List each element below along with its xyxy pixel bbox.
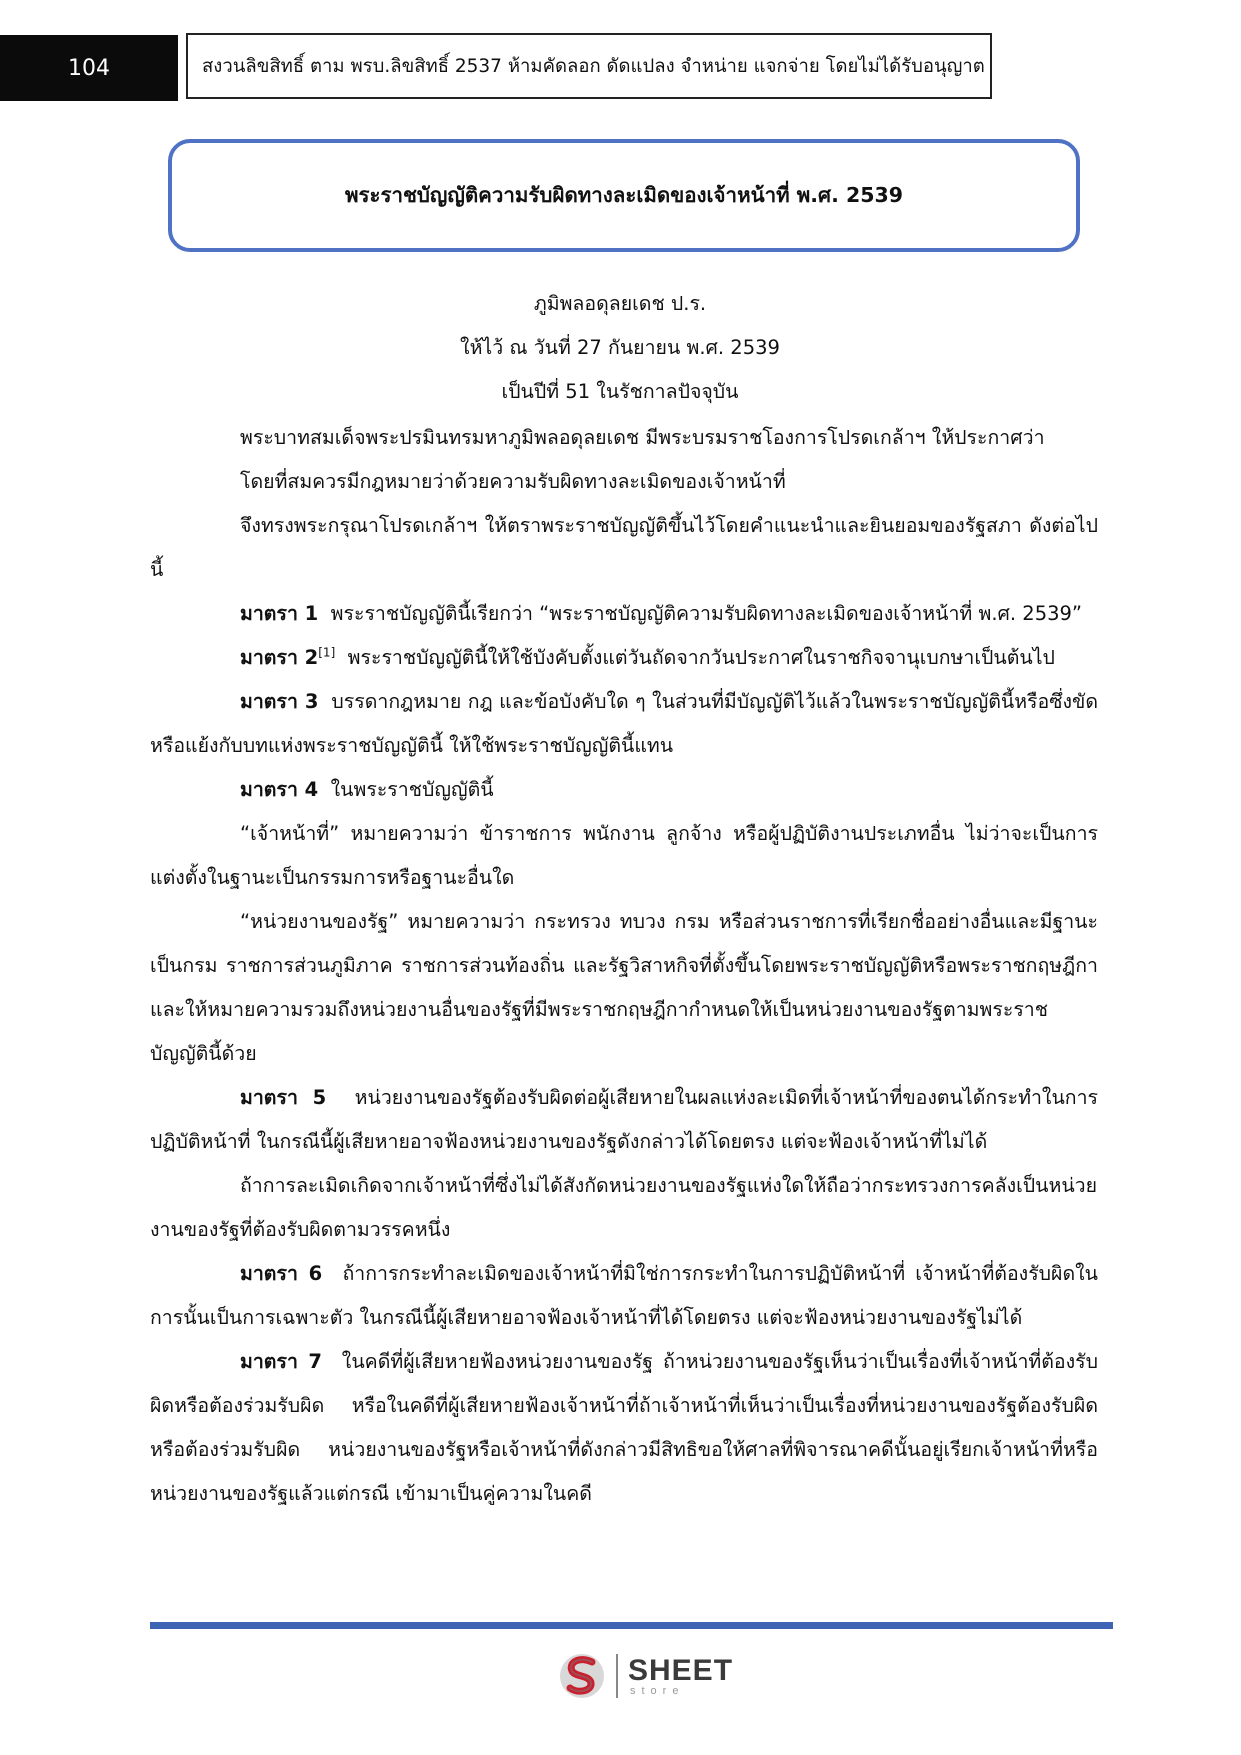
section-4 bbox=[150, 768, 1098, 812]
section-5-paragraph-2: ถ้าการละเมิดเกิดจากเจ้าหน้าที่ซึ่งไม่ได้สังกัดหน่วยงานของรัฐแห่งใดให้ถือว่ากระทรวงการคลังเป็นหน่วยงานของรัฐที่ต้องรับผิดตามวรรคหนึ่ง bbox=[150, 1174, 1098, 1241]
section-label: มาตรา 6 bbox=[240, 1262, 323, 1285]
paragraph-whereas: โดยที่สมควรมีกฎหมายว่าด้วยความรับผิดทางละเมิดของเจ้าหน้าที่ bbox=[240, 470, 786, 493]
section-text: ในพระราชบัญญัตินี้ bbox=[330, 778, 494, 801]
section-text: บรรดากฎหมาย กฎ และข้อบังคับใด ๆ ในส่วนที่มีบัญญัติไว้แล้วในพระราชบัญญัตินี้หรือซึ่งขัดหรือแย้งกับบทแห่งพระราชบัญญัตินี้ ให้ใช้พระราชบัญญัตินี้แทน bbox=[150, 690, 1098, 757]
enactment-date: ให้ไว้ ณ วันที่ 27 กันยายน พ.ศ. 2539 bbox=[460, 336, 780, 359]
logo-sub-text: store bbox=[630, 1684, 685, 1697]
section-text: พระราชบัญญัตินี้เรียกว่า “พระราชบัญญัติความรับผิดทางละเมิดของเจ้าหน้าที่ พ.ศ. 2539” bbox=[330, 602, 1083, 625]
king-signature: ภูมิพลอดุลยเดช ป.ร. bbox=[533, 292, 707, 315]
copyright-notice: สงวนลิขสิทธิ์ ตาม พรบ.ลิขสิทธิ์ 2537 ห้ามคัดลอก ดัดแปลง จำหน่าย แจกจ่าย โดยไม่ได้รับอนุญาต bbox=[202, 55, 985, 77]
title-box bbox=[168, 139, 1080, 252]
logo-s-icon bbox=[558, 1650, 606, 1702]
sheet-store-logo bbox=[558, 1650, 733, 1702]
section-1 bbox=[150, 592, 1098, 636]
section-6 bbox=[150, 1252, 1098, 1340]
section-2 bbox=[150, 636, 1098, 680]
logo-separator bbox=[616, 1654, 618, 1698]
reign-year: เป็นปีที่ 51 ในรัชกาลปัจจุบัน bbox=[501, 380, 739, 403]
section-label: มาตรา 1 bbox=[240, 602, 319, 625]
section-label: มาตรา 7 bbox=[240, 1350, 322, 1373]
copyright-header bbox=[186, 33, 992, 99]
section-text: หน่วยงานของรัฐต้องรับผิดต่อผู้เสียหายในผลแห่งละเมิดที่เจ้าหน้าที่ของตนได้กระทำในการปฏิบัติหน้าที่ ในกรณีนี้ผู้เสียหายอาจฟ้องหน่วยงานของรัฐดังกล่าวได้โดยตรง แต่จะฟ้องเจ้าหน้าที่ไม่ได้ bbox=[150, 1086, 1098, 1153]
section-text: พระราชบัญญัตินี้ให้ใช้บังคับตั้งแต่วันถัดจากวันประกาศในราชกิจจานุเบกษาเป็นต้นไป bbox=[347, 646, 1055, 669]
definition-official: “เจ้าหน้าที่” หมายความว่า ข้าราชการ พนักงาน ลูกจ้าง หรือผู้ปฏิบัติงานประเภทอื่น ไม่ว่าจะเป็นการแต่งตั้งในฐานะเป็นกรรมการหรือฐานะอื่นใด bbox=[150, 822, 1098, 889]
footer-rule bbox=[150, 1622, 1113, 1629]
paragraph-proclamation: พระบาทสมเด็จพระปรมินทรมหาภูมิพลอดุลยเดช มีพระบรมราชโองการโปรดเกล้าฯ ให้ประกาศว่า bbox=[240, 426, 1045, 449]
page-number: 104 bbox=[0, 35, 178, 101]
definition-state-agency: “หน่วยงานของรัฐ” หมายความว่า กระทรวง ทบวง กรม หรือส่วนราชการที่เรียกชื่ออย่างอื่นและมีฐานะเป็นกรม ราชการส่วนภูมิภาค ราชการส่วนท้องถิ่น และรัฐวิสาหกิจที่ตั้งขึ้นโดยพระราชบัญญัติหรือพระราชกฤษฎีกา และให้หมายความรวมถึงหน่วยงานอื่นของรัฐที่มีพระราชกฤษฎีกากำหนดให้เป็นหน่วยงานของรัฐตามพระราชบัญญัตินี้ด้วย bbox=[150, 910, 1098, 1065]
section-7 bbox=[150, 1340, 1098, 1516]
section-label: มาตรา 3 bbox=[240, 690, 319, 713]
document-title: พระราชบัญญัติความรับผิดทางละเมิดของเจ้าหน้าที่ พ.ศ. 2539 bbox=[344, 183, 904, 207]
footnote-ref[interactable]: [1] bbox=[318, 645, 336, 660]
logo-main-text: SHEET bbox=[628, 1653, 734, 1687]
document-body bbox=[150, 416, 1098, 1516]
logo-wordmark bbox=[628, 1653, 734, 1697]
section-text: ในคดีที่ผู้เสียหายฟ้องหน่วยงานของรัฐ ถ้าหน่วยงานของรัฐเห็นว่าเป็นเรื่องที่เจ้าหน้าที่ต้องรับผิดหรือต้องร่วมรับผิด หรือในคดีที่ผู้เสียหายฟ้องเจ้าหน้าที่ถ้าเจ้าหน้าที่เห็นว่าเป็นเรื่องที่หน่วยงานของรัฐต้องรับผิดหรือต้องร่วมรับผิด หน่วยงานของรัฐหรือเจ้าหน้าที่ดังกล่าวมีสิทธิขอให้ศาลที่พิจารณาคดีนั้นอยู่เรียกเจ้าหน้าที่หรือหน่วยงานของรัฐแล้วแต่กรณี เข้ามาเป็นคู่ความในคดี bbox=[150, 1350, 1099, 1505]
section-5 bbox=[150, 1076, 1098, 1164]
section-3 bbox=[150, 680, 1098, 768]
section-label: มาตรา 4 bbox=[240, 778, 319, 801]
paragraph-enactment: จึงทรงพระกรุณาโปรดเกล้าฯ ให้ตราพระราชบัญญัติขึ้นไว้โดยคำแนะนำและยินยอมของรัฐสภา ดังต่อไปนี้ bbox=[150, 514, 1098, 581]
section-label: มาตรา 5 bbox=[240, 1086, 327, 1109]
section-text: ถ้าการกระทำละเมิดของเจ้าหน้าที่มิใช่การกระทำในการปฏิบัติหน้าที่ เจ้าหน้าที่ต้องรับผิดในการนั้นเป็นการเฉพาะตัว ในกรณีนี้ผู้เสียหายอาจฟ้องเจ้าหน้าที่ได้โดยตรง แต่จะฟ้องหน่วยงานของรัฐไม่ได้ bbox=[150, 1262, 1098, 1329]
section-label: มาตรา 2 bbox=[240, 646, 319, 669]
